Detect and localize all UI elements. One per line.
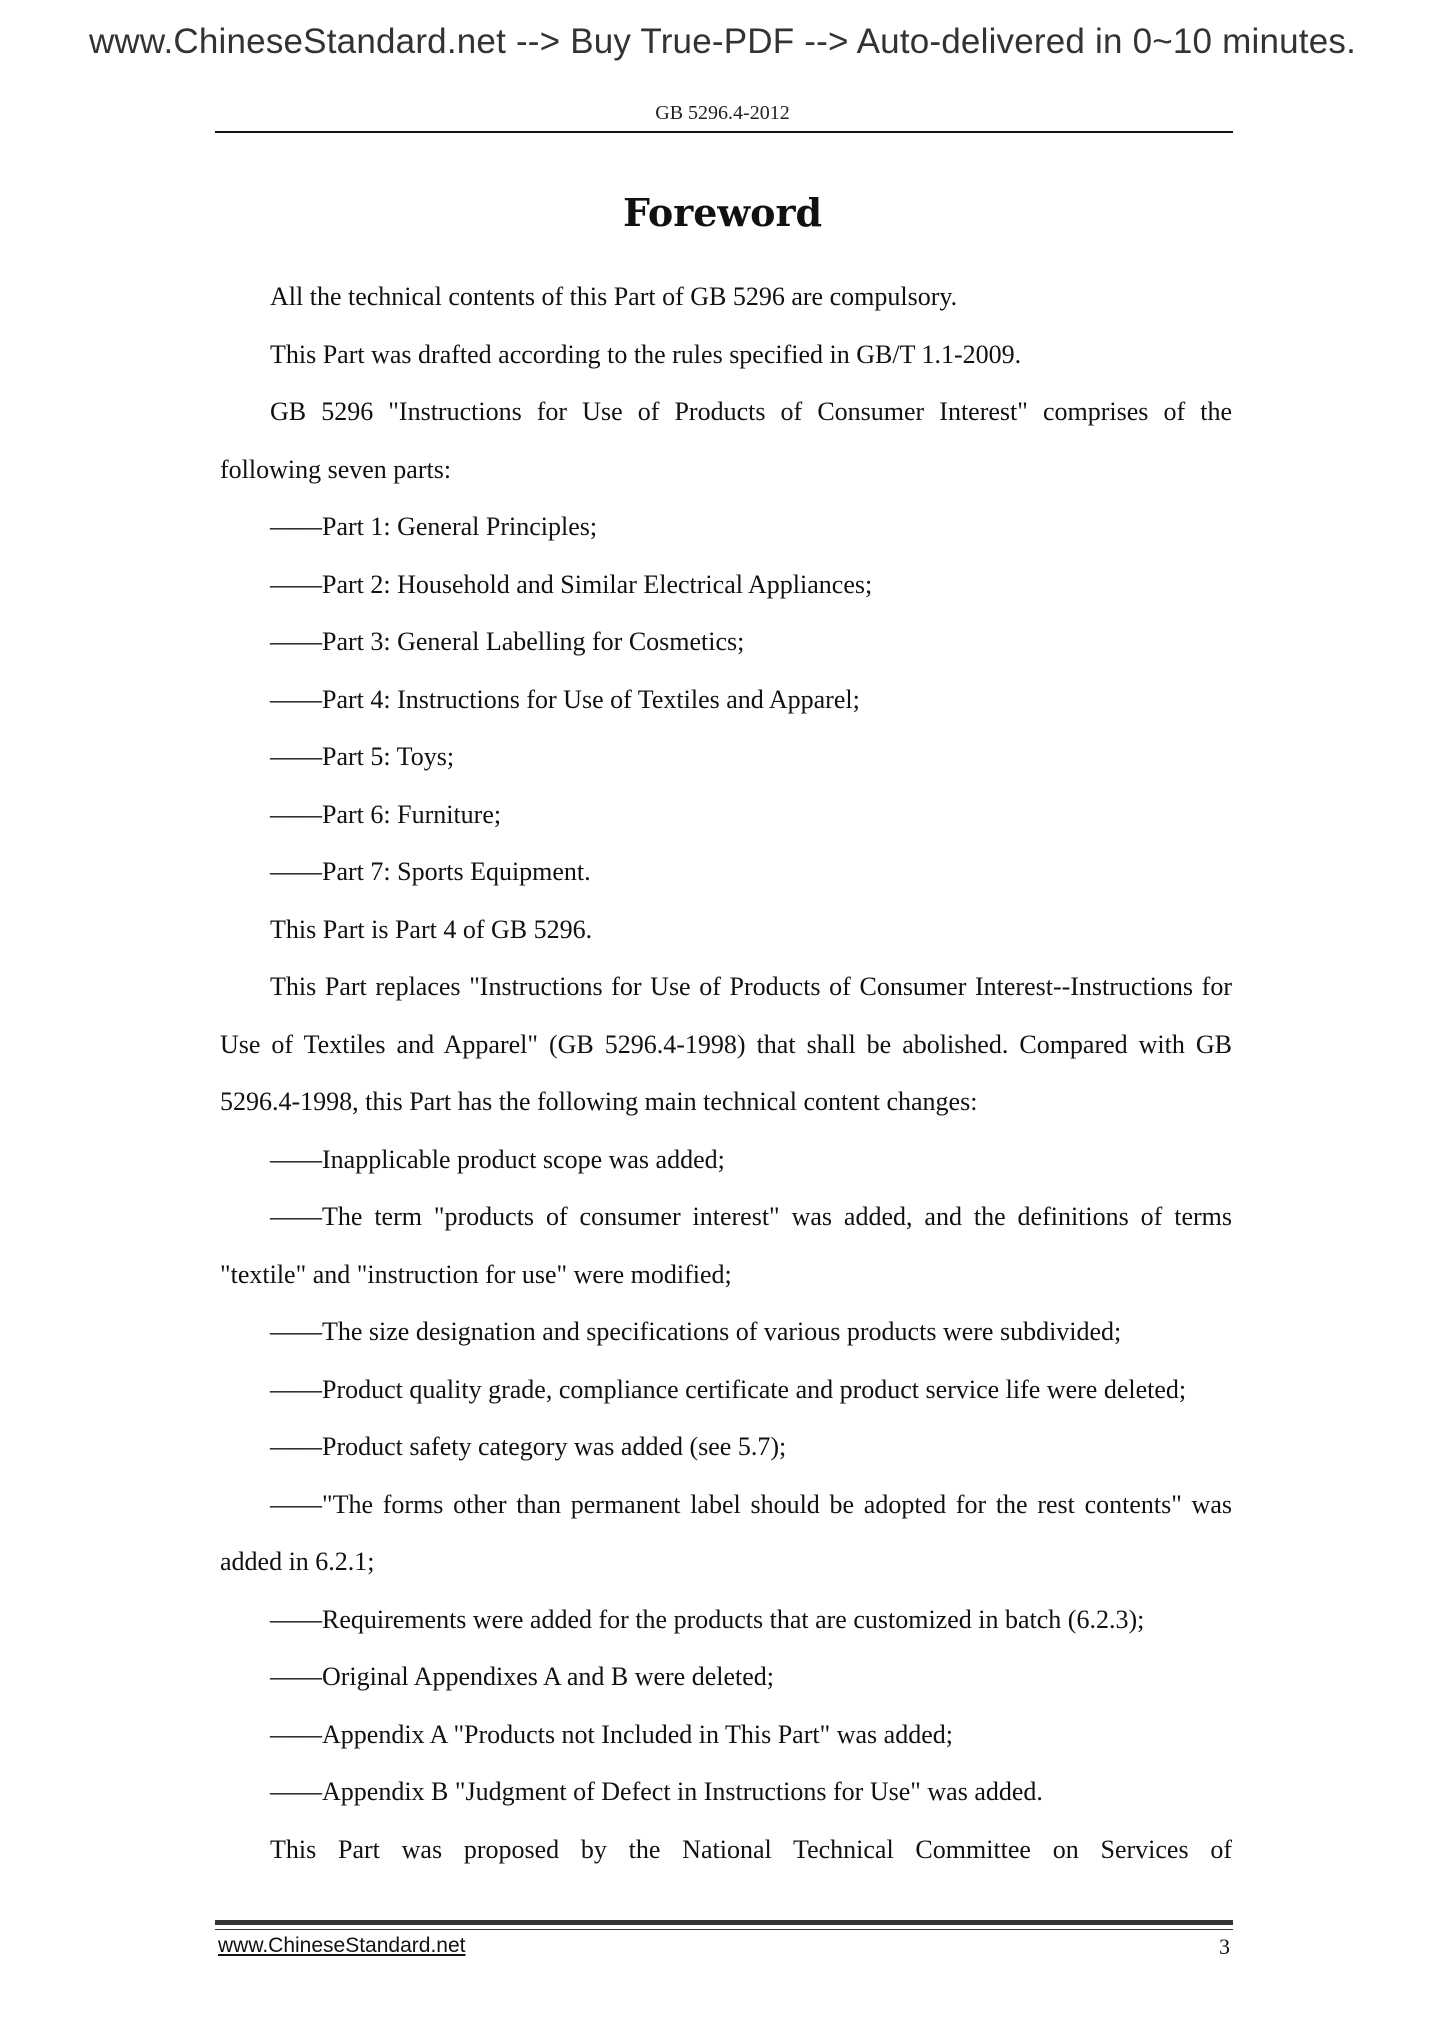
document-body	[220, 268, 1232, 1878]
list-item: ——Part 7: Sports Equipment.	[270, 857, 591, 886]
standard-code: GB 5296.4-2012	[655, 102, 790, 124]
list-item: ——Part 2: Household and Similar Electrical Appliances;	[270, 569, 873, 599]
list-item: ——Product quality grade, compliance certificate and product service life were deleted;	[270, 1374, 1187, 1404]
list-item: ——Product safety category was added (see 5.7);	[270, 1432, 787, 1461]
list-item: ——Part 5: Toys;	[270, 742, 455, 771]
header-divider	[215, 131, 1233, 133]
paragraph: GB 5296 "Instructions for Use of Products of Consumer Interest" comprises of the following seven parts:	[220, 397, 1232, 484]
list-item: ——Part 4: Instructions for Use of Textiles and Apparel;	[270, 684, 860, 714]
list-item: ——Part 6: Furniture;	[270, 799, 502, 829]
list-item: ——Inapplicable product scope was added;	[270, 1144, 725, 1174]
paragraph: This Part was proposed by the National Technical Committee on Services of	[270, 1834, 1232, 1864]
footer-divider-thin	[215, 1929, 1233, 1930]
list-item: ——Part 1: General Principles;	[270, 512, 598, 541]
page-number: 3	[1219, 1934, 1230, 1959]
paragraph: All the technical contents of this Part of GB 5296 are compulsory.	[270, 282, 958, 311]
list-item: ——The term "products of consumer interest" was added, and the definitions of terms "textile" and "instruction for use" were modified;	[220, 1202, 1232, 1289]
footer-website-link[interactable]: www.ChineseStandard.net	[218, 1934, 466, 1957]
list-item: ——Original Appendixes A and B were deleted;	[270, 1662, 775, 1691]
paragraph: This Part is Part 4 of GB 5296.	[270, 914, 593, 944]
paragraph: This Part was drafted according to the rules specified in GB/T 1.1-2009.	[270, 339, 1022, 369]
footer-divider-thick	[215, 1920, 1233, 1925]
list-item: ——"The forms other than permanent label should be adopted for the rest contents" was added in 6.2.1;	[220, 1489, 1232, 1576]
paragraph: This Part replaces "Instructions for Use of Products of Consumer Interest--Instructions for Use of Textiles and Apparel" (GB 5296.4-1998) that shall be abolished. Compared with GB 5296.4-1998, this Part has the following main technical content changes:	[220, 972, 1232, 1116]
list-item: ——The size designation and specifications of various products were subdivided;	[270, 1317, 1122, 1346]
list-item: ——Appendix A "Products not Included in This Part" was added;	[270, 1719, 953, 1749]
page-title: Foreword	[622, 190, 823, 235]
header-banner: www.ChineseStandard.net --> Buy True-PDF --> Auto-delivered in 0~10 minutes.	[88, 22, 1357, 61]
list-item: ——Part 3: General Labelling for Cosmetics;	[270, 627, 745, 656]
list-item: ——Requirements were added for the products that are customized in batch (6.2.3);	[270, 1604, 1145, 1634]
list-item: ——Appendix B "Judgment of Defect in Instructions for Use" was added.	[270, 1777, 1043, 1806]
